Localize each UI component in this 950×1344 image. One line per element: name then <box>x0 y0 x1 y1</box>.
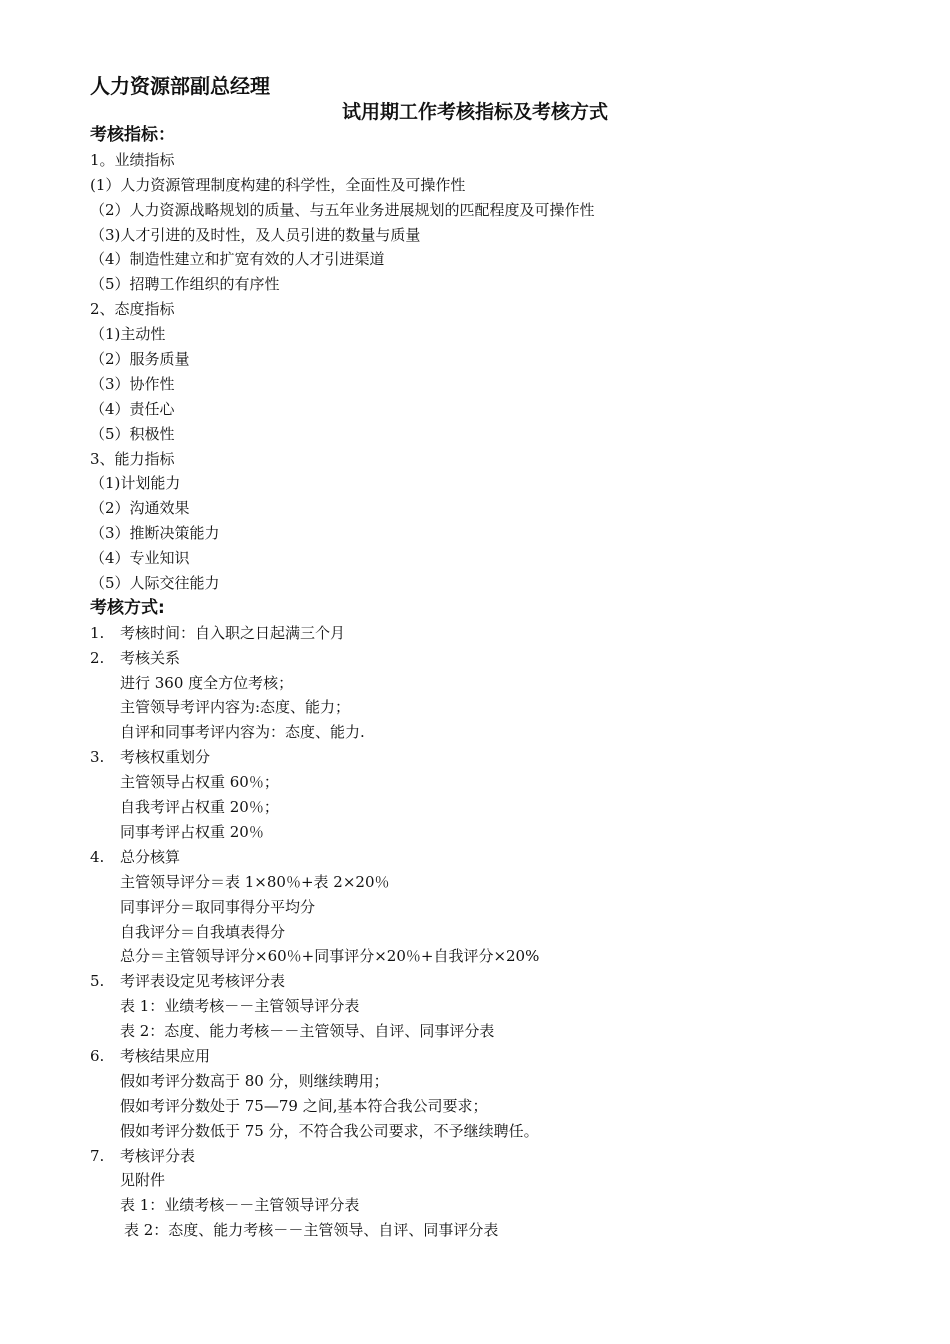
indicator-line: （5）招聘工作组织的有序性 <box>90 275 280 294</box>
method-detail: 见附件 <box>120 1171 166 1190</box>
method-item <box>90 646 910 671</box>
method-detail: 假如考评分数高于 80 分，则继续聘用； <box>120 1071 389 1090</box>
method-detail: 自我考评占权重 20％； <box>120 798 279 817</box>
method-title: 考核时间：自入职之日起满三个月 <box>120 623 346 642</box>
method-number: 7. <box>90 1146 105 1165</box>
method-detail: 进行 360 度全方位考核； <box>120 673 294 692</box>
indicator-line: (1）人力资源管理制度构建的科学性，全面性及可操作性 <box>90 175 466 194</box>
indicator-line: （3)人才引进的及时性，及人员引进的数量与质量 <box>90 225 421 244</box>
method-item <box>90 845 910 870</box>
method-detail: 自我评分＝自我填表得分 <box>120 922 286 941</box>
methods-heading: 考核方式: <box>90 597 165 618</box>
method-title: 考核评分表 <box>120 1146 196 1165</box>
indicator-line: （4）专业知识 <box>90 549 190 568</box>
indicator-line: （1)计划能力 <box>90 474 181 493</box>
method-detail: 自评和同事考评内容为：态度、能力. <box>120 723 365 742</box>
method-detail: 假如考评分数低于 75 分，不符合我公司要求，不予继续聘任。 <box>120 1121 539 1140</box>
method-number: 2. <box>90 648 105 667</box>
indicator-line: （5）积极性 <box>90 424 175 443</box>
method-item <box>90 1044 910 1069</box>
indicator-line: （5）人际交往能力 <box>90 574 220 593</box>
indicator-line: （3）推断决策能力 <box>90 524 220 543</box>
method-detail: 同事评分＝取同事得分平均分 <box>120 897 316 916</box>
document-title: 试用期工作考核指标及考核方式 <box>341 101 608 123</box>
method-number: 5. <box>90 972 105 991</box>
method-item <box>90 745 910 770</box>
method-detail: 主管领导评分＝表 1×80％+表 2×20％ <box>120 872 390 891</box>
method-detail: 表 1：业绩考核－－主管领导评分表 <box>120 997 360 1016</box>
indicator-line: （1)主动性 <box>90 325 166 344</box>
method-title: 总分核算 <box>120 847 181 866</box>
indicator-line: （2）沟通效果 <box>90 499 190 518</box>
method-detail: 主管领导考评内容为:态度、能力； <box>120 698 351 717</box>
indicator-list <box>90 148 910 596</box>
method-detail: 主管领导占权重 60％； <box>120 773 279 792</box>
method-number: 1. <box>90 623 105 642</box>
method-number: 6. <box>90 1046 105 1065</box>
indicators-heading: 考核指标： <box>90 125 175 145</box>
method-detail: 总分＝主管领导评分×60％+同事评分×20％+自我评分×20% <box>120 947 540 966</box>
method-title: 考核关系 <box>120 648 181 667</box>
methods-list <box>90 621 910 1243</box>
method-title: 考评表设定见考核评分表 <box>120 972 286 991</box>
indicator-line: 1。业绩指标 <box>90 150 175 169</box>
method-detail: 假如考评分数处于 75—79 之间,基本符合我公司要求； <box>120 1096 488 1115</box>
method-number: 3. <box>90 748 105 767</box>
indicator-line: （2）服务质量 <box>90 350 190 369</box>
indicator-line: （2）人力资源战略规划的质量、与五年业务进展规划的匹配程度及可操作性 <box>90 200 595 219</box>
method-title: 考核结果应用 <box>120 1046 211 1065</box>
method-detail: 同事考评占权重 20％ <box>120 822 264 841</box>
method-title: 考核权重划分 <box>120 748 211 767</box>
indicator-line: 2、态度指标 <box>90 300 175 319</box>
method-detail: 表 2：态度、能力考核－－主管领导、自评、同事评分表 <box>124 1221 499 1240</box>
indicator-line: 3、能力指标 <box>90 449 175 468</box>
method-item <box>90 969 910 994</box>
indicator-line: （4）责任心 <box>90 399 175 418</box>
indicator-line: （4）制造性建立和扩宽有效的人才引进渠道 <box>90 250 385 269</box>
method-detail: 表 1：业绩考核－－主管领导评分表 <box>120 1196 360 1215</box>
method-item <box>90 1144 910 1169</box>
position-title: 人力资源部副总经理 <box>90 74 270 98</box>
document-body <box>90 123 910 1243</box>
method-number: 4. <box>90 847 105 866</box>
method-item <box>90 621 910 646</box>
indicator-line: （3）协作性 <box>90 374 175 393</box>
method-detail: 表 2：态度、能力考核－－主管领导、自评、同事评分表 <box>120 1022 495 1041</box>
